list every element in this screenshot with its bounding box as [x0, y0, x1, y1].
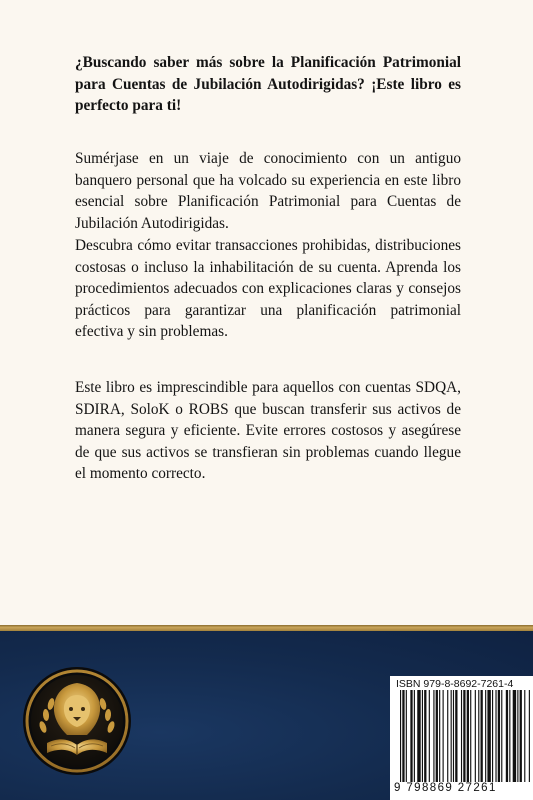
blurb-heading: ¿Buscando saber más sobre la Planificación Patrimonial para Cuentas de Jubilación Autodirigidas? ¡Este libro es perfecto para ti! [75, 54, 461, 114]
isbn-label: ISBN 979-8-8692-7261-4 [396, 678, 514, 690]
blurb-paragraph-2: Descubra cómo evitar transacciones prohibidas, distribuciones costosas o incluso la inhabilitación de su cuenta. Aprenda los procedimientos adecuados con explicaciones claras y consejos prácticos para garantizar una planificación patrimonial efectiva y sin problemas. [75, 237, 461, 340]
barcode-bars [390, 690, 533, 782]
barcode-digits: 9 798869 27261 [394, 782, 497, 794]
blurb-paragraph-3: Este libro es imprescindible para aquellos con cuentas SDQA, SDIRA, SoloK o ROBS que buscan transferir sus activos de manera segura y eficiente. Evite errores costosos y asegúrese de que sus activos se transfieran sin problemas cuando llegue el momento correcto. [75, 379, 461, 482]
blurb-paragraph-1: Sumérjase en un viaje de conocimiento con un antiguo banquero personal que ha volcado su experiencia en este libro esencial sobre Planificación Patrimonial para Cuentas de Jubilación Autodirigidas. [75, 150, 461, 232]
isbn-barcode [390, 676, 533, 800]
lion-book-emblem-icon [21, 665, 133, 777]
